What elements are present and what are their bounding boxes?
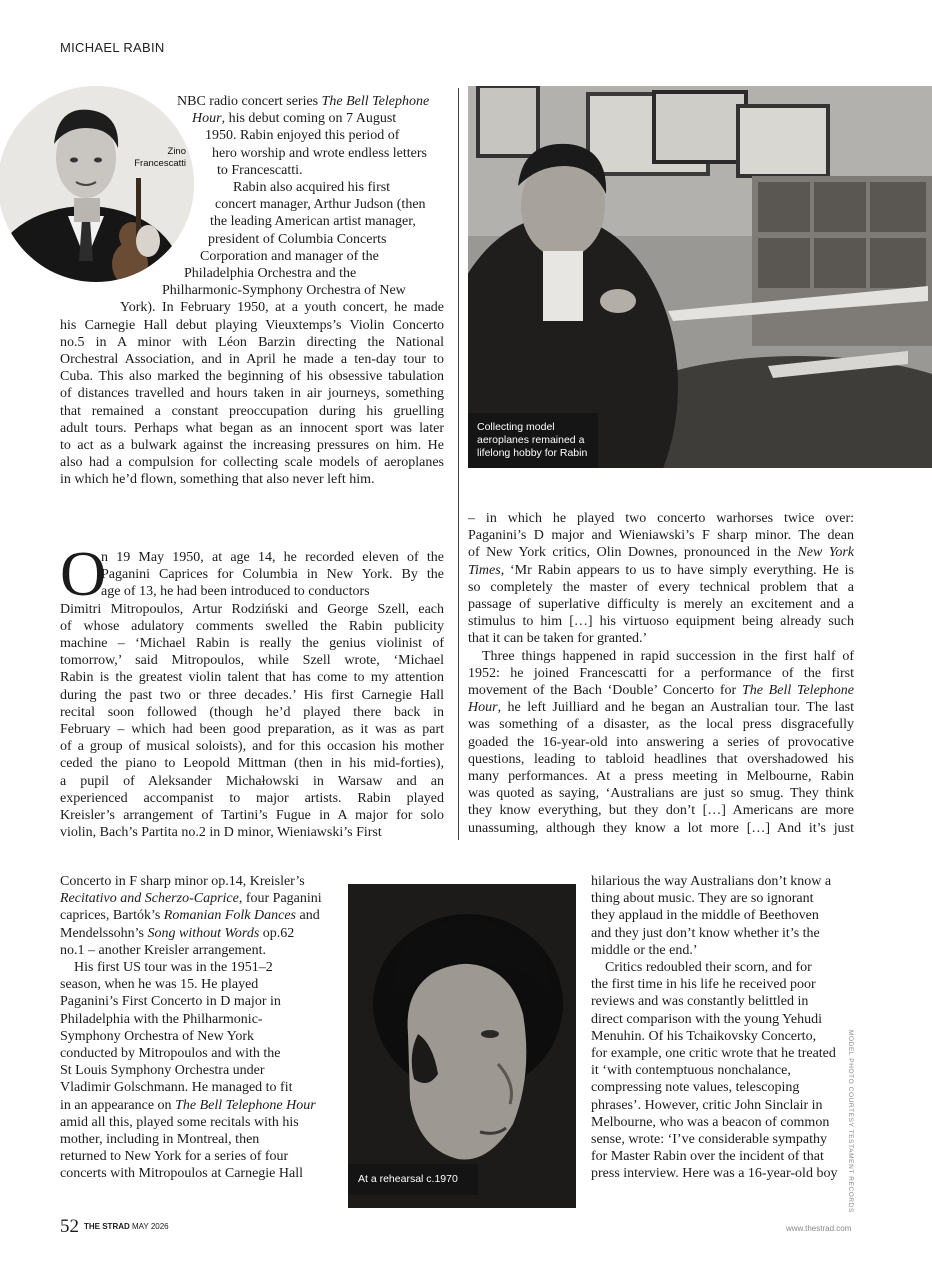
text-line: passage of superlative difficulty is merely an excitement and a xyxy=(468,597,854,613)
text-line: Philharmonic-Symphony Orchestra of New xyxy=(162,283,406,299)
text-line: ceded the piano to Leopold Mittman (then in his mid-forties), xyxy=(60,756,444,772)
text-line: adult tours. Perhaps what began as an innocent sport was later xyxy=(60,420,444,436)
text-line: Corporation and manager of the xyxy=(200,248,379,264)
text-line: His first US tour was in the 1951–2 xyxy=(74,960,273,976)
article-column-1-top xyxy=(60,93,444,489)
text-line: St Louis Symphony Orchestra under xyxy=(60,1063,265,1079)
text-line: Orchestral Association, and in April he made a ten-day tour to xyxy=(60,352,444,368)
page-number: 52 xyxy=(60,1216,79,1237)
text-line: Kreisler’s arrangement of Tartini’s Fugue in A major for solo xyxy=(60,808,444,824)
text-line: they know everything, but they don’t […] Americans are more xyxy=(468,803,854,819)
text-line: for Master Rabin over the incident of that xyxy=(591,1149,824,1165)
text-line: mother, including in Montreal, then xyxy=(60,1132,260,1148)
text-line: Menuhin. Of his Tchaikovsky Concerto, xyxy=(591,1028,817,1044)
text-line: reviews and was constantly belittled in xyxy=(591,994,809,1010)
text-line: conducted by Mitropoulos and with the xyxy=(60,1046,281,1062)
text-line: tomorrow,’ said Mitropoulos, while Szell wrote, ‘Michael xyxy=(60,653,444,669)
text-line: for example, one critic wrote that he treated xyxy=(591,1046,836,1062)
text-line: returned to New York for a series of four xyxy=(60,1149,289,1165)
portrait-caption: Zino Francescatti xyxy=(134,146,186,169)
text-line: was something of a disaster, as the local press disgracefully xyxy=(468,717,854,733)
text-line: age of 13, he had been introduced to conductors xyxy=(101,584,370,600)
text-line: goaded the 16-year-old into answering a series of provocative xyxy=(468,734,854,750)
text-line: 1952: he joined Francescatti for a performance of the first xyxy=(468,665,854,681)
drop-cap: O xyxy=(60,538,107,609)
text-line: Dimitri Mitropoulos, Artur Rodziński and George Szell, each xyxy=(60,601,444,617)
text-line: and they just don’t know whether it’s the xyxy=(591,925,820,941)
aeroplanes-image xyxy=(468,86,932,468)
text-line: York). In February 1950, at a youth concert, he made xyxy=(120,300,444,316)
text-line: hero worship and wrote endless letters xyxy=(212,145,427,161)
text-line: concert manager, Arthur Judson (then xyxy=(215,197,426,213)
text-line: a pupil of Aleksander Michałowski in Warsaw and an xyxy=(60,773,444,789)
photo-credit: MODEL PHOTO COURTESY TESTAMENT RECORDS xyxy=(847,1030,854,1213)
issue-date: MAY 2026 xyxy=(132,1222,169,1231)
text-line: Paganini’s First Concerto in D major in xyxy=(60,994,281,1010)
text-line: that remained a constant preoccupation during his gruelling xyxy=(60,403,444,419)
text-line: n 19 May 1950, at age 14, he recorded eleven of the xyxy=(101,550,444,565)
text-line: unassuming, although they know a lot more […] And it’s just xyxy=(468,820,854,836)
text-line: in an appearance on The Bell Telephone Hour xyxy=(60,1097,316,1113)
text-line: recital soon followed (though he’d played there back in xyxy=(60,704,444,720)
text-line: Paganini Caprices for Columbia in New York. By the xyxy=(101,567,444,583)
text-line: president of Columbia Concerts xyxy=(208,231,387,247)
text-line: in which he’d flown, something that also never left him. xyxy=(60,472,375,488)
text-line: it ‘with contemptuous nonchalance, xyxy=(591,1063,791,1079)
text-line: Philadelphia Orchestra and the xyxy=(184,266,357,282)
text-line: the first time in his life he received poor xyxy=(591,977,816,993)
rehearsal-caption: At a rehearsal c.1970 xyxy=(348,1164,478,1195)
text-line: phrases’. However, critic John Sinclair in xyxy=(591,1097,823,1113)
text-line: of distances travelled and hours taken in air journeys, something xyxy=(60,386,444,402)
text-line: middle or the end.’ xyxy=(591,942,698,958)
section-header: MICHAEL RABIN xyxy=(60,40,165,55)
text-line: was quoted as saying, ‘Australians are just so smug. They think xyxy=(468,786,854,802)
text-line: Philadelphia with the Philharmonic- xyxy=(60,1011,263,1027)
text-line: machine – ‘Michael Rabin is really the genius violinist of xyxy=(60,636,444,652)
article-column-2-top xyxy=(468,510,854,837)
article-column-1-mid xyxy=(60,538,444,841)
text-line: press interview. Here was a 16-year-old boy xyxy=(591,1166,838,1182)
text-line: of a group of musical soloists), and for this occasion his mother xyxy=(60,739,444,755)
text-line: of New York critics, Olin Downes, pronounced in the New York xyxy=(468,545,854,561)
aeroplanes-photo xyxy=(468,86,932,468)
text-line: Times, ‘Mr Rabin appears to us to have simply everything. He is xyxy=(468,562,854,578)
text-line: Melbourne, who was a beacon of common xyxy=(591,1114,830,1130)
text-line: that it can be taken for granted.’ xyxy=(468,631,648,647)
text-line: Paganini’s D major and Wieniawski’s F sharp minor. The dean xyxy=(468,528,854,544)
text-line: they applaud in the middle of Beethoven xyxy=(591,908,819,924)
text-line: during the past two or three decades.’ His first Carnegie Hall xyxy=(60,687,444,703)
text-line: February – which had been good preparation, as it was as part xyxy=(60,722,444,738)
text-line: many performances. At a press meeting in Melbourne, Rabin xyxy=(468,769,854,785)
text-line: experienced accompanist to major artists. Rabin played xyxy=(60,790,444,806)
text-line: Three things happened in rapid succession in the first half of xyxy=(482,648,854,664)
text-line: – in which he played two concerto warhorses twice over: xyxy=(468,511,854,526)
magazine-name: THE STRAD xyxy=(84,1222,130,1231)
text-line: no.1 – another Kreisler arrangement. xyxy=(60,942,267,958)
article-column-2-bottom xyxy=(591,873,854,1183)
column-divider xyxy=(458,88,459,840)
text-line: Hour, he left Juilliard and he began an Australian tour. The last xyxy=(468,700,854,716)
text-line: Mendelssohn’s Song without Words op.62 xyxy=(60,925,295,941)
text-line: violin, Bach’s Partita no.2 in D minor, Wieniawski’s First xyxy=(60,825,382,841)
text-line: Critics redoubled their scorn, and for xyxy=(605,960,812,976)
text-line: his Carnegie Hall debut playing Vieuxtemps’s Violin Concerto xyxy=(60,317,444,333)
text-line: direct comparison with the young Yehudi xyxy=(591,1011,822,1027)
text-line: Concerto in F sharp minor op.14, Kreisler’s xyxy=(60,874,305,889)
text-line: Cuba. This also marked the beginning of his obsessive tabulation xyxy=(60,369,444,385)
text-line: questions, leading to tabloid headlines that overshadowed his xyxy=(468,751,854,767)
text-line: movement of the Bach ‘Double’ Concerto for The Bell Telephone xyxy=(468,683,854,699)
text-line: NBC radio concert series The Bell Telephone xyxy=(177,94,430,109)
text-line: also had a compulsion for collecting scale models of aeroplanes xyxy=(60,455,444,471)
text-line: sense, wrote: ‘I’ve considerable sympathy xyxy=(591,1132,827,1148)
text-line: to act as a bulwark against the increasing pressures on him. He xyxy=(60,438,444,454)
article-column-1-bottom xyxy=(60,873,332,1183)
text-line: stimulus to him […] his virtuoso equipment being already such xyxy=(468,614,854,630)
text-line: Symphony Orchestra of New York xyxy=(60,1028,255,1044)
text-line: season, when he was 15. He played xyxy=(60,977,259,993)
text-line: the leading American artist manager, xyxy=(210,214,416,230)
rehearsal-image xyxy=(348,884,576,1208)
text-line: compressing note values, telescoping xyxy=(591,1080,800,1096)
text-line: caprices, Bartók’s Romanian Folk Dances and xyxy=(60,908,320,924)
text-line: to Francescatti. xyxy=(217,162,303,178)
text-line: Recitativo and Scherzo-Caprice, four Paganini xyxy=(60,891,322,907)
aeroplanes-caption: Collecting model aeroplanes remained a lifelong hobby for Rabin xyxy=(468,413,598,468)
text-line: Vladimir Golschmann. He managed to fit xyxy=(60,1080,293,1096)
text-line: thing about music. They are so ignorant xyxy=(591,891,814,907)
text-line: Rabin also acquired his first xyxy=(233,180,391,196)
text-line: no.5 in A minor with Léon Barzin directing the National xyxy=(60,334,444,350)
text-line: 1950. Rabin enjoyed this period of xyxy=(205,128,400,144)
text-line: concerts with Mitropoulos at Carnegie Hall xyxy=(60,1166,303,1182)
text-line: amid all this, played some recitals with his xyxy=(60,1114,299,1130)
rehearsal-photo xyxy=(348,884,576,1208)
text-line: so completely the master of every technical problem that a xyxy=(468,579,854,595)
text-line: Rabin is the greatest violin talent that has come to my attention xyxy=(60,670,444,686)
text-line: of whose adulatory comments swelled the Rabin publicity xyxy=(60,618,444,634)
text-line: hilarious the way Australians don’t know a xyxy=(591,874,832,889)
website-url[interactable]: www.thestrad.com xyxy=(786,1224,852,1233)
magazine-issue xyxy=(84,1222,169,1231)
text-line: Hour, his debut coming on 7 August xyxy=(192,111,397,127)
